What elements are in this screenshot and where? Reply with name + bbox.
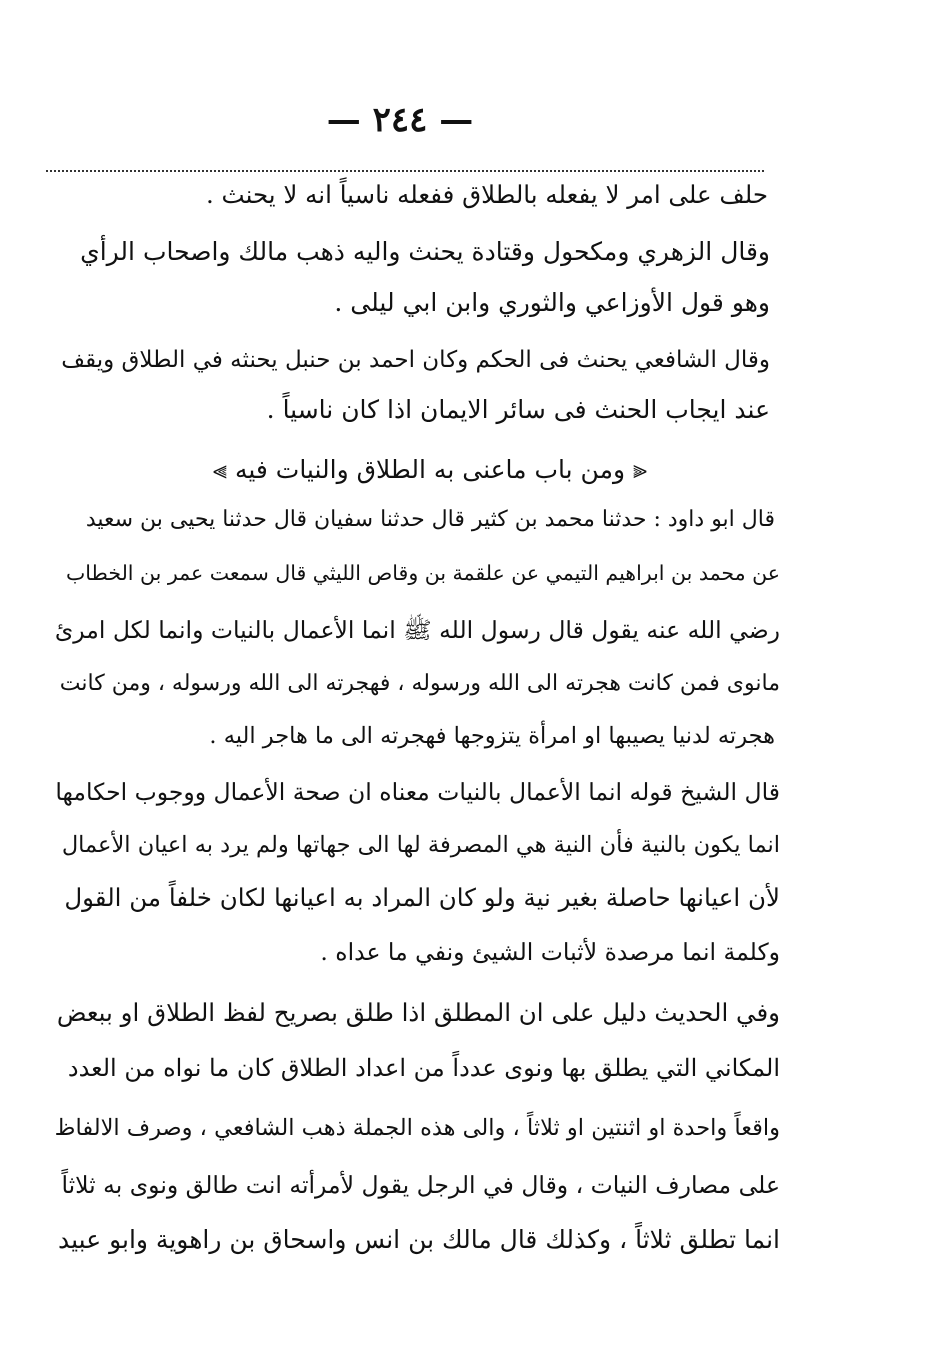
text-line-14: وكلمة انما مرصدة لأثبات الشيئ ونفي ما عداه .	[320, 938, 780, 966]
text-line-15: وفي الحديث دليل على ان المطلق اذا طلق بصريح لفظ الطلاق او ببعض	[56, 998, 780, 1027]
text-line-13: لأن اعيانها حاصلة بغير نية ولو كان المراد به اعيانها لكان خلفاً من القول	[64, 883, 780, 912]
ornament-right-icon: ⫷	[633, 455, 648, 484]
text-line-2: وقال الزهري ومكحول وقتادة يحنث واليه ذهب مالك واصحاب الرأي	[80, 237, 770, 266]
text-line-1: حلف على امر لا يفعله بالطلاق ففعله ناسياً انه لا يحنث .	[205, 180, 768, 209]
section-heading-text: ومن باب ماعنى به الطلاق والنيات فيه	[234, 455, 626, 484]
text-line-6: قال ابو داود : حدثنا محمد بن كثير قال حدثنا سفيان قال حدثنا يحيى بن سعيد	[85, 507, 775, 532]
section-heading	[150, 450, 710, 490]
ornament-left-icon: ⫸	[212, 455, 227, 484]
text-line-7: عن محمد بن ابراهيم التيمي عن علقمة بن وقاص الليثي قال سمعت عمر بن الخطاب	[65, 561, 780, 585]
text-line-9: مانوى فمن كانت هجرته الى الله ورسوله ، فهجرته الى الله ورسوله ، ومن كانت	[59, 671, 780, 696]
header-rule	[46, 170, 764, 172]
text-line-12: انما يكون بالنية فأن النية هي المصرفة لها الى جهاتها ولم يرد به اعيان الأعمال	[61, 832, 780, 858]
text-line-19: انما تطلق ثلاثاً ، وكذلك قال مالك بن انس واسحاق بن راهوية وابو عبيد	[58, 1225, 780, 1254]
text-line-4: وقال الشافعي يحنث فى الحكم وكان احمد بن حنبل يحنثه في الطلاق ويقف	[61, 347, 770, 373]
text-line-11: قال الشيخ قوله انما الأعمال بالنيات معناه ان صحة الأعمال ووجوب احكامها	[55, 778, 780, 806]
text-line-3: وهو قول الأوزاعي والثوري وابن ابي ليلى .	[334, 288, 770, 317]
text-line-10: هجرته لدنيا يصيبها او امرأة يتزوجها فهجرته الى ما هاجر اليه .	[209, 723, 775, 749]
text-line-16: المكاني التي يطلق بها ونوى عدداً من اعداد الطلاق كان ما نواه من العدد	[67, 1054, 780, 1082]
text-line-18: على مصارف النيات ، وقال في الرجل يقول لأمرأته انت طالق ونوى به ثلاثاً	[61, 1171, 780, 1199]
text-line-5: عند ايجاب الحنث فى سائر الايمان اذا كان ناسياً .	[266, 395, 770, 424]
text-line-8: رضي الله عنه يقول قال رسول الله ﷺ انما الأعمال بالنيات وانما لكل امرئ	[55, 616, 780, 644]
page-number: — ٢٤٤ —	[326, 100, 474, 140]
text-line-17: واقعاً واحدة او اثنتين او ثلاثاً ، والى هذه الجملة ذهب الشافعي ، وصرف الالفاظ	[55, 1115, 780, 1141]
